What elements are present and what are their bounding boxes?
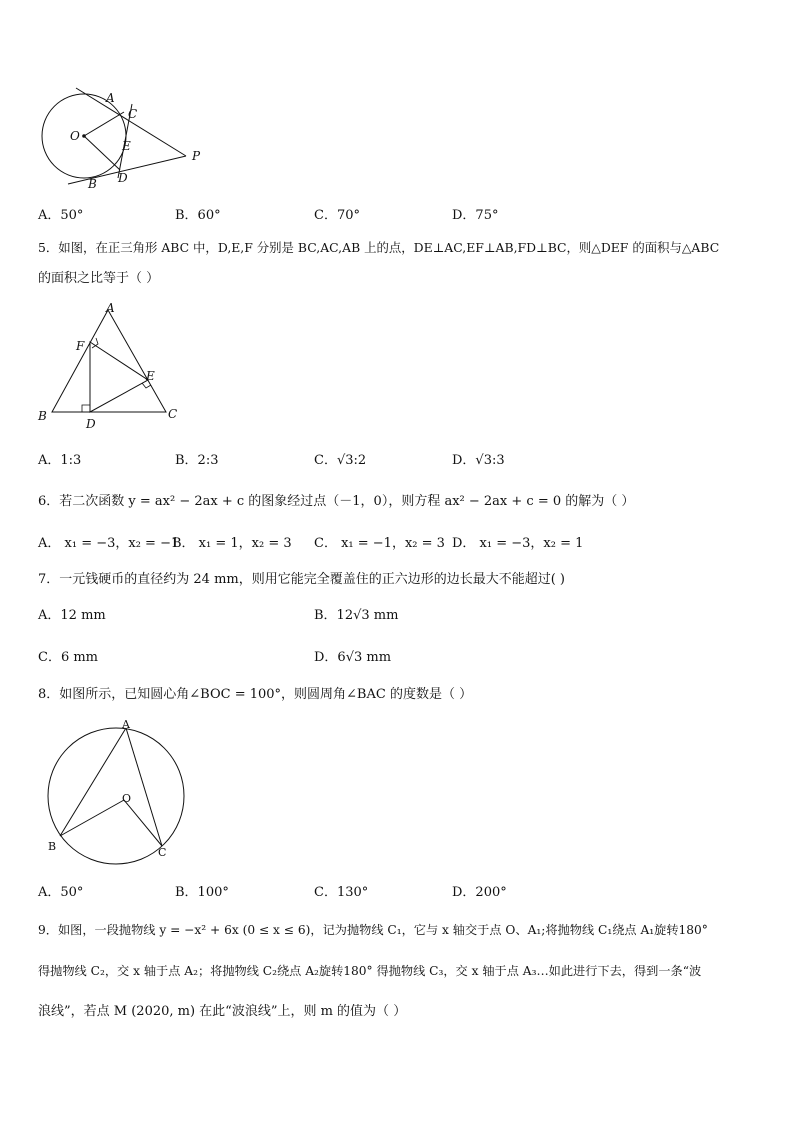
- circle-o: [48, 728, 184, 864]
- label-e: E: [122, 139, 131, 153]
- q7-option-d[interactable]: D．6√3 mm: [314, 650, 392, 665]
- label-c: C: [168, 407, 178, 421]
- label-b: B: [48, 840, 57, 853]
- q4-figure: [36, 84, 216, 194]
- label-o: O: [122, 792, 132, 805]
- q4-option-c[interactable]: C．70°: [314, 208, 360, 223]
- q8-option-b[interactable]: B．100°: [175, 885, 229, 900]
- q6-option-a[interactable]: A． x₁ = −3，x₂ = −1: [38, 536, 180, 551]
- chord-ab: [60, 728, 126, 836]
- q7-option-a[interactable]: A．12 mm: [38, 608, 106, 623]
- label-a: A: [106, 91, 115, 105]
- label-f: F: [76, 339, 85, 353]
- label-c: C: [158, 846, 167, 859]
- q5-option-c[interactable]: C．√3:2: [314, 453, 367, 468]
- q6-question: 6．若二次函数 y = ax² − 2ax + c 的图象经过点（－1，0），则方程 ax² − 2ax + c = 0 的解为（ ）: [38, 494, 635, 509]
- label-a: A: [106, 301, 115, 315]
- q8-option-a[interactable]: A．50°: [38, 885, 84, 900]
- radius-ob: [60, 800, 124, 836]
- right-angle-d: [82, 405, 90, 412]
- q8-option-d[interactable]: D．200°: [452, 885, 507, 900]
- q9-question-line3: 浪线”，若点 M (2020, m) 在此“波浪线”上，则 m 的值为（ ）: [38, 1004, 407, 1019]
- label-b: B: [38, 409, 47, 423]
- label-p: P: [192, 149, 201, 163]
- radius-oc: [124, 800, 162, 846]
- label-a: A: [122, 718, 130, 731]
- q6-option-c[interactable]: C． x₁ = −1，x₂ = 3: [314, 536, 445, 551]
- q9-question-line1: 9．如图，一段抛物线 y = −x² + 6x (0 ≤ x ≤ 6)，记为抛物线 C₁，它与 x 轴交于点 O、A₁;将抛物线 C₁绕点 A₁旋转180°: [38, 923, 708, 937]
- label-d: D: [118, 171, 128, 185]
- chord-ac: [126, 728, 162, 846]
- q4-option-b[interactable]: B．60°: [175, 208, 221, 223]
- label-e: E: [146, 369, 155, 383]
- q5-figure: [36, 300, 186, 432]
- segment-oc: [84, 112, 124, 136]
- center-dot: [82, 134, 86, 138]
- q7-option-c[interactable]: C．6 mm: [38, 650, 99, 665]
- triangle-def: [90, 342, 148, 412]
- q4-option-a[interactable]: A．50°: [38, 208, 84, 223]
- q7-question: 7．一元钱硬币的直径约为 24 mm，则用它能完全覆盖住的正六边形的边长最大不能超过( ): [38, 572, 566, 587]
- q5-option-b[interactable]: B．2:3: [175, 453, 219, 468]
- q5-question-line1: 5．如图，在正三角形 ABC 中，D,E,F 分别是 BC,AC,AB 上的点，DE⊥AC,EF⊥AB,FD⊥BC，则△DEF 的面积与△ABC: [38, 240, 720, 255]
- q6-option-d[interactable]: D． x₁ = −3，x₂ = 1: [452, 536, 584, 551]
- q9-question-line2: 得抛物线 C₂，交 x 轴于点 A₂；将抛物线 C₂绕点 A₂旋转180° 得抛物线 C₃，交 x 轴于点 A₃…如此进行下去，得到一条“波: [38, 964, 702, 978]
- q8-option-c[interactable]: C．130°: [314, 885, 369, 900]
- q7-option-b[interactable]: B．12√3 mm: [314, 608, 399, 623]
- label-o: O: [70, 129, 80, 143]
- q5-option-d[interactable]: D．√3:3: [452, 453, 505, 468]
- q8-figure: [40, 716, 190, 868]
- segment-od: [84, 136, 120, 170]
- triangle-abc: [52, 310, 166, 412]
- q6-option-b[interactable]: B． x₁ = 1，x₂ = 3: [172, 536, 292, 551]
- q8-question: 8．如图所示，已知圆心角∠BOC = 100°，则圆周角∠BAC 的度数是（ ）: [38, 687, 473, 702]
- q4-option-d[interactable]: D．75°: [452, 208, 499, 223]
- q5-option-a[interactable]: A．1:3: [38, 453, 82, 468]
- label-d: D: [86, 417, 96, 431]
- tangent-line-a: [76, 88, 186, 156]
- label-c: C: [128, 107, 138, 121]
- label-b: B: [88, 177, 97, 191]
- q5-question-line2: 的面积之比等于（ ）: [38, 271, 160, 286]
